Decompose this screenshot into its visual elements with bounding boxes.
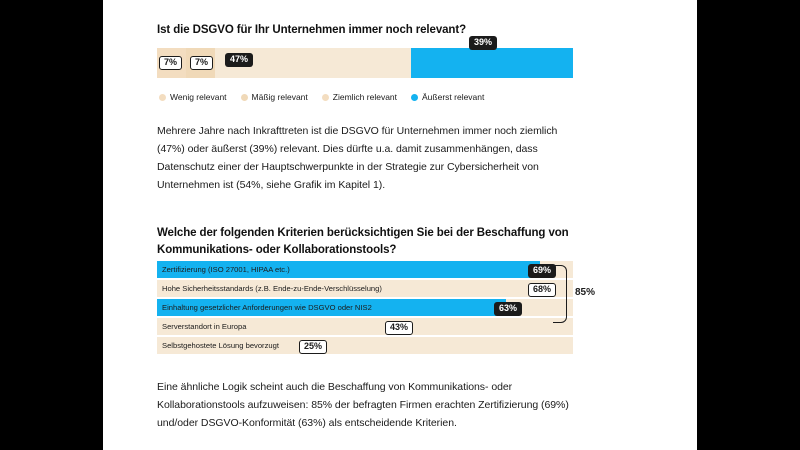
page-title: Ist die DSGVO für Ihr Unternehmen immer noch relevant?	[157, 24, 466, 36]
bar-value-label: 39%	[469, 36, 497, 50]
chart-row	[157, 337, 573, 354]
chart-row	[157, 280, 573, 297]
bar-segment-aeusserst-relevant	[411, 48, 573, 78]
bar-value-label: 47%	[225, 53, 253, 67]
legend-item	[159, 92, 227, 102]
bar-value-label: 43%	[385, 321, 413, 335]
page-content	[157, 0, 643, 450]
document-page	[103, 0, 697, 450]
legend-item	[241, 92, 308, 102]
legend-item	[411, 92, 484, 102]
chart-legend	[159, 92, 484, 102]
legend-color-swatch-icon	[241, 94, 248, 101]
bar-value-label: 68%	[528, 283, 556, 297]
bar-category-label: Hohe Sicherheitsstandards (z.B. Ende-zu-Ende-Verschlüsselung)	[162, 284, 382, 293]
legend-color-swatch-icon	[411, 94, 418, 101]
stacked-bar-chart-dsgvo-relevance	[157, 37, 573, 78]
chart-row	[157, 261, 573, 278]
legend-item-label: Mäßig relevant	[251, 92, 308, 102]
bar-category-label: Selbstgehostete Lösung bevorzugt	[162, 341, 279, 350]
section-title-kriterien: Welche der folgenden Kriterien berücksichtigen Sie bei der Beschaffung von Kommunikations- oder Kollaborationstools?	[157, 227, 569, 256]
legend-color-swatch-icon	[322, 94, 329, 101]
legend-item	[322, 92, 397, 102]
legend-color-swatch-icon	[159, 94, 166, 101]
bar-category-label: Serverstandort in Europa	[162, 322, 247, 331]
bar-value-label: 69%	[528, 264, 556, 278]
chart-row	[157, 318, 573, 335]
bar-value-label: 7%	[159, 56, 182, 70]
body-paragraph-1: Mehrere Jahre nach Inkrafttreten ist die DSGVO für Unternehmen immer noch ziemlich (47%) oder äußerst (39%) relevant. Dies dürfte u.a. damit zusammenhängen, dass Datenschutz einer der Hauptschwerpunkte in der Strategie zur Cybersicherheit von Unternehmen ist (54%, siehe Grafik im Kapitel 1).	[157, 125, 558, 192]
bar-chart-beschaffungskriterien	[157, 261, 587, 356]
legend-item-label: Ziemlich relevant	[332, 92, 398, 102]
bar-category-label: Zertifizierung (ISO 27001, HIPAA etc.)	[162, 265, 290, 274]
legend-item-label: Wenig relevant	[170, 92, 227, 102]
body-paragraph-2: Eine ähnliche Logik scheint auch die Beschaffung von Kommunikations- oder Kollaborationstools aufzuweisen: 85% der befragten Firmen erachten Zertifizierung (69%) und/oder DSGVO-Konformität (63%) als entscheidende Kriterien.	[157, 381, 569, 430]
bar-value-label: 7%	[190, 56, 213, 70]
chart-row	[157, 299, 573, 316]
bar-category-label: Einhaltung gesetzlicher Anforderungen wie DSGVO oder NIS2	[162, 303, 372, 312]
bracket-total-label: 85%	[575, 287, 596, 298]
bar-value-label: 63%	[494, 302, 522, 316]
bar-value-label: 25%	[299, 340, 327, 354]
grouping-bracket	[553, 265, 567, 323]
legend-item-label: Äußerst relevant	[422, 92, 485, 102]
